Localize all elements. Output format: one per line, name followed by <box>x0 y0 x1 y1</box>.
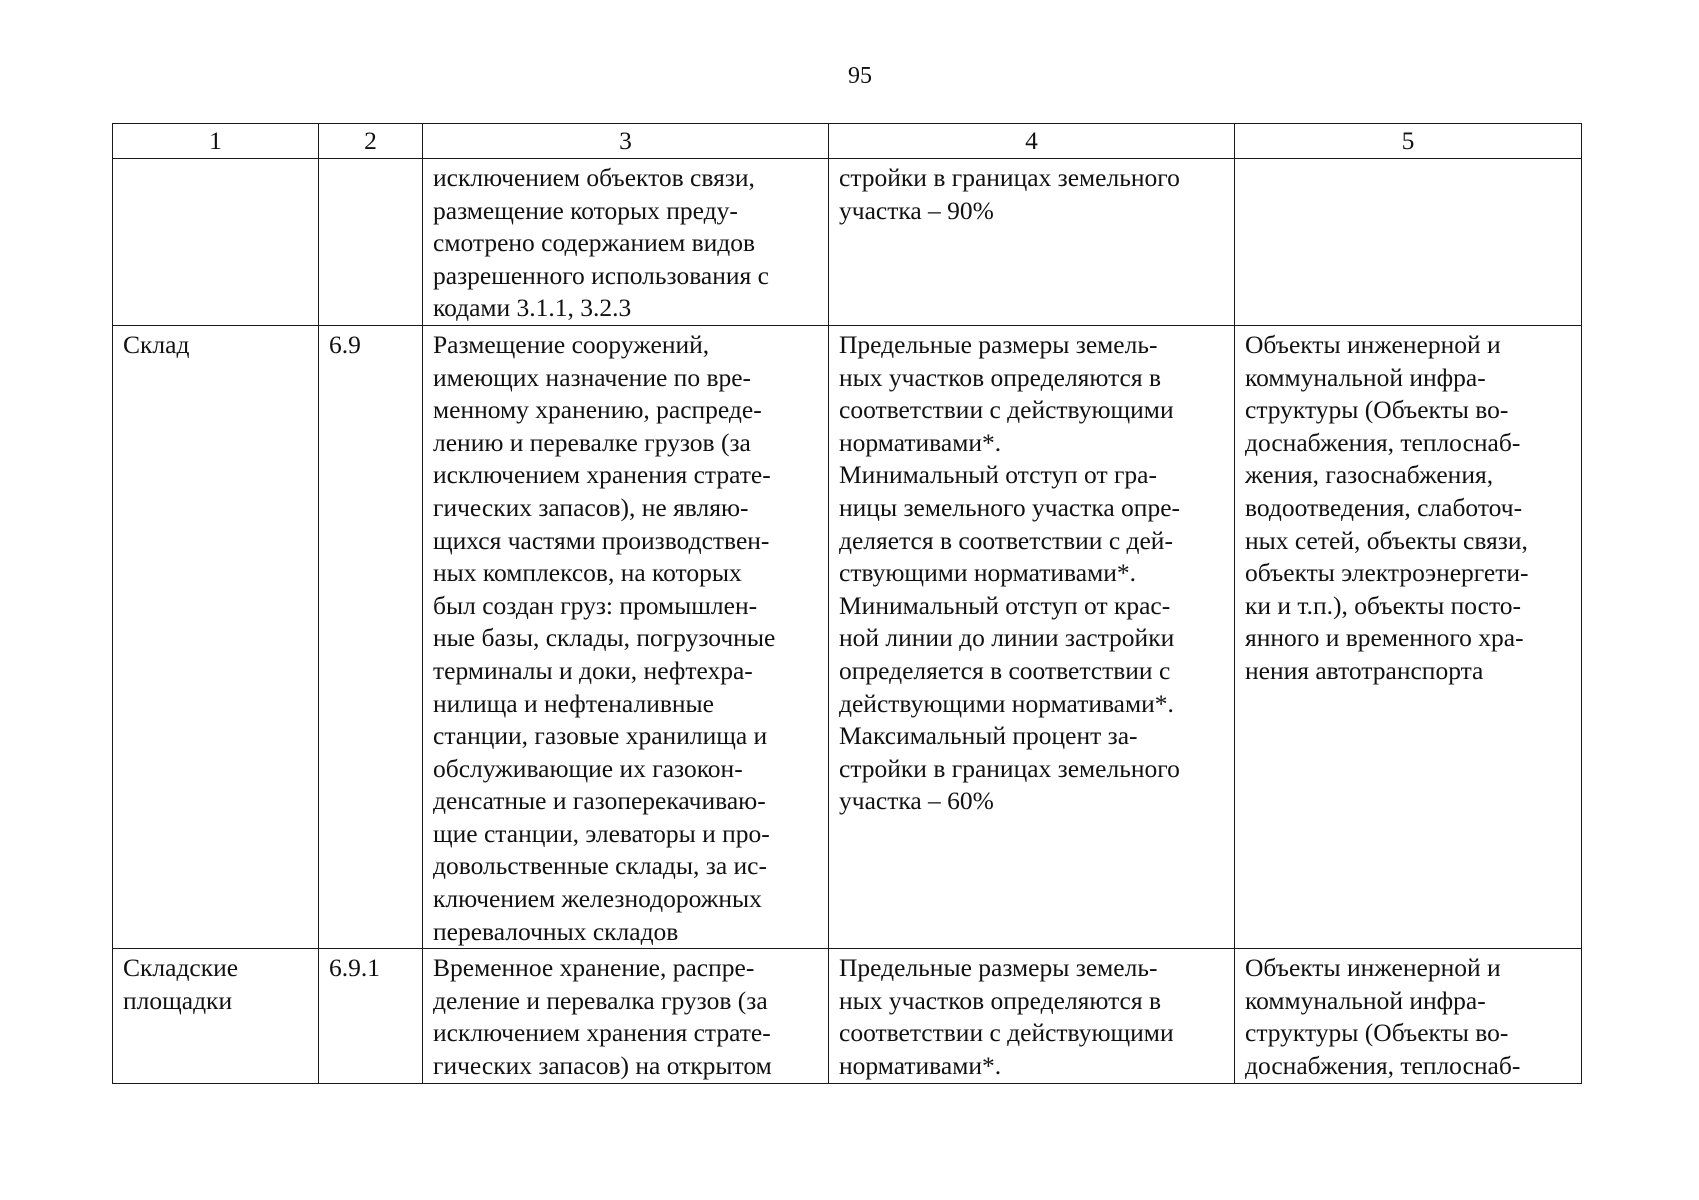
text-line: доснабжения, теплоснаб- <box>1245 427 1521 457</box>
text-line: Объекты инженерной и <box>1245 329 1501 359</box>
text-line: Минимальный отступ от крас- <box>839 590 1171 620</box>
text-line: нения автотранспорта <box>1245 655 1484 685</box>
text-line: коммунальной инфра- <box>1245 362 1486 392</box>
column-header-4: 4 <box>829 124 1235 159</box>
text-line: ных участков определяются в <box>839 362 1162 392</box>
text-line: доснабжения, теплоснаб- <box>1245 1051 1521 1081</box>
text-line: структуры (Объекты во- <box>1245 395 1509 425</box>
text-line: денсатные и газоперекачиваю- <box>433 786 766 816</box>
text-line: янного и временного хра- <box>1245 623 1524 653</box>
text-line: деление и перевалка грузов (за <box>433 985 768 1015</box>
table-body <box>113 159 1582 1084</box>
column-header-1: 1 <box>113 124 319 159</box>
cell-land-use-code <box>319 159 423 326</box>
text-line: исключением хранения страте- <box>433 1018 771 1048</box>
text-line: Временное хранение, распре- <box>433 953 755 983</box>
text-line: ных комплексов, на которых <box>433 558 742 588</box>
text-line: размещение которых преду- <box>433 195 738 225</box>
text-line: коммунальной инфра- <box>1245 985 1486 1015</box>
cell-description <box>423 949 829 1083</box>
text-line: лению и перевалке грузов (за <box>433 427 751 457</box>
text-line: ницы земельного участка опре- <box>839 492 1181 522</box>
text-line: 6.9.1 <box>329 953 380 983</box>
text-line: стройки в границах земельного <box>839 753 1180 783</box>
cell-land-use-name <box>113 159 319 326</box>
text-line: был создан груз: промышлен- <box>433 590 758 620</box>
text-line: обслуживающие их газокон- <box>433 753 743 783</box>
text-line: исключением хранения страте- <box>433 460 771 490</box>
text-line: участка – 90% <box>839 195 994 225</box>
text-line: ной линии до линии застройки <box>839 623 1175 653</box>
cell-land-use-code <box>319 949 423 1083</box>
text-line: Склад <box>123 329 190 359</box>
text-line: гических запасов) на открытом <box>433 1051 772 1081</box>
text-line: водоотведения, слаботоч- <box>1245 492 1523 522</box>
column-header-5: 5 <box>1235 124 1582 159</box>
text-line: ные базы, склады, погрузочные <box>433 623 776 653</box>
text-line: смотрено содержанием видов <box>433 228 756 258</box>
text-line: стройки в границах земельного <box>839 163 1180 192</box>
text-line: ных участков определяются в <box>839 985 1162 1015</box>
text-line: Предельные размеры земель- <box>839 953 1158 983</box>
text-line: 6.9 <box>329 329 361 359</box>
text-line: имеющих назначение по вре- <box>433 362 752 392</box>
table-row <box>113 159 1582 326</box>
text-line: разрешенного использования с <box>433 260 769 290</box>
text-line: гических запасов), не являю- <box>433 492 749 522</box>
cell-parameters <box>829 159 1235 326</box>
text-line: нормативами*. <box>839 427 1002 457</box>
text-line: структуры (Объекты во- <box>1245 1018 1509 1048</box>
text-line: Объекты инженерной и <box>1245 953 1501 983</box>
text-line: перевалочных складов <box>433 916 679 946</box>
text-line: ных сетей, объекты связи, <box>1245 525 1528 555</box>
cell-land-use-name <box>113 325 319 948</box>
text-line: менному хранению, распреде- <box>433 395 762 425</box>
cell-auxiliary-uses <box>1235 159 1582 326</box>
cell-parameters <box>829 325 1235 948</box>
text-line: площадки <box>123 985 233 1015</box>
cell-land-use-code <box>319 325 423 948</box>
text-line: ствующими нормативами*. <box>839 558 1136 588</box>
text-line: соответствии с действующими <box>839 395 1174 425</box>
page-number: 95 <box>848 63 872 89</box>
cell-description <box>423 325 829 948</box>
table-row <box>113 949 1582 1083</box>
text-line: Складские <box>123 953 239 983</box>
text-line: довольственные склады, за ис- <box>433 851 767 881</box>
text-line: щие станции, элеваторы и про- <box>433 818 770 848</box>
text-line: Минимальный отступ от гра- <box>839 460 1157 490</box>
text-line: участка – 60% <box>839 786 994 816</box>
text-line: Предельные размеры земель- <box>839 329 1158 359</box>
text-line: станции, газовые хранилища и <box>433 721 768 751</box>
cell-auxiliary-uses <box>1235 325 1582 948</box>
text-line: нилища и нефтеналивные <box>433 688 714 718</box>
table-row <box>113 325 1582 948</box>
text-line: ключением железнодорожных <box>433 884 762 914</box>
text-line: действующими нормативами*. <box>839 688 1174 718</box>
land-use-table <box>112 123 1582 1084</box>
text-line: жения, газоснабжения, <box>1245 460 1494 490</box>
cell-auxiliary-uses <box>1235 949 1582 1083</box>
text-line: нормативами*. <box>839 1051 1002 1081</box>
text-line: соответствии с действующими <box>839 1018 1174 1048</box>
text-line: щихся частями производствен- <box>433 525 770 555</box>
text-line: исключением объектов связи, <box>433 163 755 192</box>
text-line: терминалы и доки, нефтехра- <box>433 655 753 685</box>
cell-description <box>423 159 829 326</box>
table-header-row <box>113 124 1582 159</box>
text-line: кодами 3.1.1, 3.2.3 <box>433 293 632 323</box>
cell-land-use-name <box>113 949 319 1083</box>
text-line: Размещение сооружений, <box>433 329 710 359</box>
text-line: деляется в соответствии с дей- <box>839 525 1173 555</box>
text-line: Максимальный процент за- <box>839 721 1138 751</box>
text-line: определяется в соответствии с <box>839 655 1171 685</box>
text-line: объекты электроэнергети- <box>1245 558 1529 588</box>
column-header-3: 3 <box>423 124 829 159</box>
cell-parameters <box>829 949 1235 1083</box>
column-header-2: 2 <box>319 124 423 159</box>
text-line: ки и т.п.), объекты посто- <box>1245 590 1521 620</box>
